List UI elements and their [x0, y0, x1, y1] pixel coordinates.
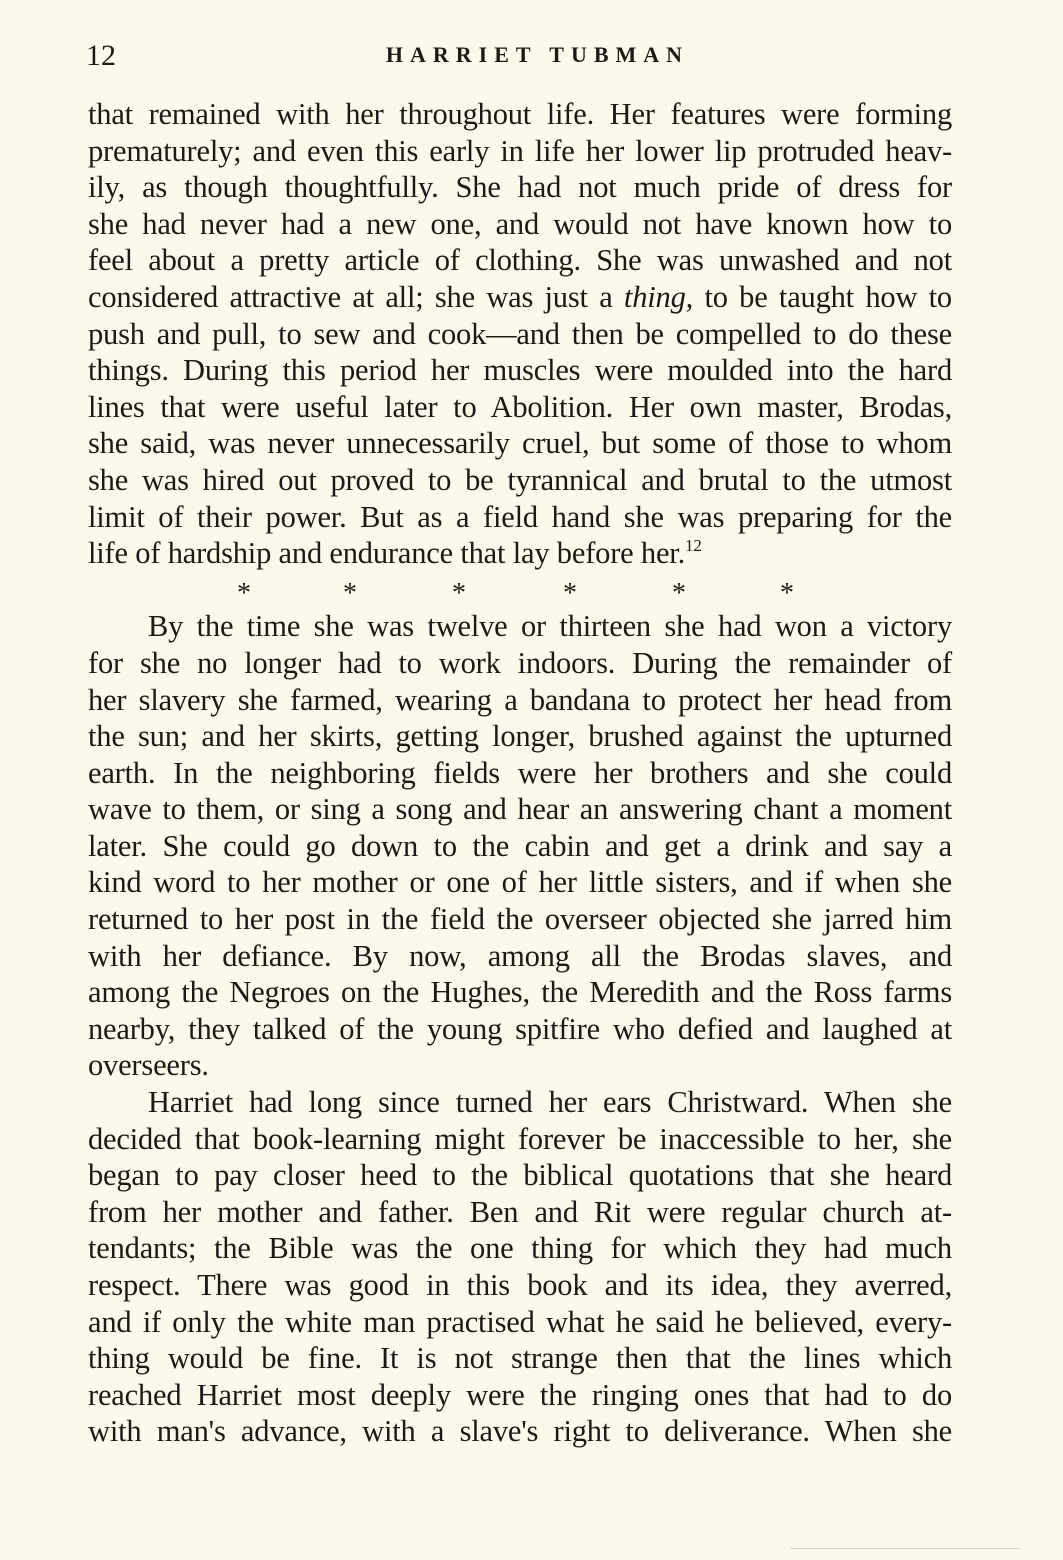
page-number: 12 [86, 39, 116, 72]
text-line: feel about a pretty article of clothing. She was unwashed and not [88, 243, 952, 278]
text-line: she was hired out proved to be tyrannical and brutal to the utmost [88, 462, 952, 497]
text-line: earth. In the neighboring fields were her brothers and she could [88, 755, 952, 790]
text-segment: to be taught how to [704, 279, 952, 314]
text-line: overseers. [88, 1048, 209, 1083]
asterisk: * [343, 577, 357, 609]
asterisk: * [563, 577, 577, 609]
text-line: limit of their power. But as a field hand she was preparing for the [88, 499, 952, 534]
text-line: her slavery she farmed, wearing a bandana to protect her head from [88, 682, 952, 717]
text-line: prematurely; and even this early in life her lower lip protruded heav- [88, 133, 952, 168]
paragraph [88, 96, 952, 572]
text-line: nearby, they talked of the young spitfire who defied and laughed at [88, 1011, 952, 1046]
text-line: lines that were useful later to Abolition. Her own master, Brodas, [88, 389, 952, 424]
paragraph [88, 1084, 952, 1450]
text-line: things. During this period her muscles were moulded into the hard [88, 353, 952, 388]
asterisk: * [452, 577, 466, 609]
text-line: returned to her post in the field the overseer objected she jarred him [88, 902, 952, 937]
text-line: from her mother and father. Ben and Rit were regular church at- [88, 1194, 952, 1229]
text-line: with her defiance. By now, among all the Brodas slaves, and [88, 938, 952, 973]
text-line: she said, was never unnecessarily cruel, but some of those to whom [88, 426, 952, 461]
text-line: thing would be fine. It is not strange then that the lines which [88, 1341, 952, 1376]
asterisk: * [780, 577, 794, 609]
paragraph [88, 608, 952, 1084]
text-line: for she no longer had to work indoors. During the remainder of [88, 645, 952, 680]
asterisk: * [672, 577, 686, 609]
page-edge-mark [790, 1548, 1020, 1549]
text-line: ily, as though thoughtfully. She had not much pride of dress for [88, 170, 952, 205]
text-line: push and pull, to sew and cook—and then be compelled to do these [88, 316, 952, 351]
text-segment: life of hardship and endurance that lay before her. [88, 536, 686, 571]
running-head: HARRIET TUBMAN [385, 42, 690, 67]
text-line: reached Harriet most deeply were the ringing ones that had to do [88, 1377, 952, 1412]
footnote-reference: 12 [685, 536, 702, 556]
text-line: kind word to her mother or one of her little sisters, and if when she [88, 865, 952, 900]
text-line: later. She could go down to the cabin and get a drink and say a [88, 828, 952, 863]
section-break [88, 572, 952, 609]
text-line: wave to them, or sing a song and hear an answering chant a moment [88, 792, 952, 827]
text-line: decided that book-learning might forever be inaccessible to her, she [88, 1121, 952, 1156]
text-line [88, 535, 952, 572]
text-line: respect. There was good in this book and its idea, they averred, [88, 1268, 952, 1302]
text-line: began to pay closer heed to the biblical quotations that she heard [88, 1158, 952, 1193]
text-segment: considered attractive at all; she was just a [88, 279, 613, 314]
italic-emphasis: thing, [623, 279, 694, 314]
text-line: By the time she was twelve or thirteen she had won a victory [148, 609, 952, 644]
text-line: and if only the white man practised what he said he believed, every- [88, 1304, 952, 1339]
text-line: she had never had a new one, and would not have known how to [88, 206, 952, 241]
text-line: tendants; the Bible was the one thing for which they had much [88, 1231, 952, 1266]
text-line: that remained with her throughout life. Her features were forming [88, 97, 952, 131]
body-text [88, 96, 952, 1450]
text-line [88, 279, 952, 316]
text-line: among the Negroes on the Hughes, the Meredith and the Ross farms [88, 975, 952, 1010]
text-line: Harriet had long since turned her ears Christward. When she [148, 1085, 952, 1120]
text-line: with man's advance, with a slave's right to deliverance. When she [88, 1414, 952, 1449]
text-line: the sun; and her skirts, getting longer, brushed against the upturned [88, 719, 952, 754]
asterisk: * [237, 577, 251, 609]
